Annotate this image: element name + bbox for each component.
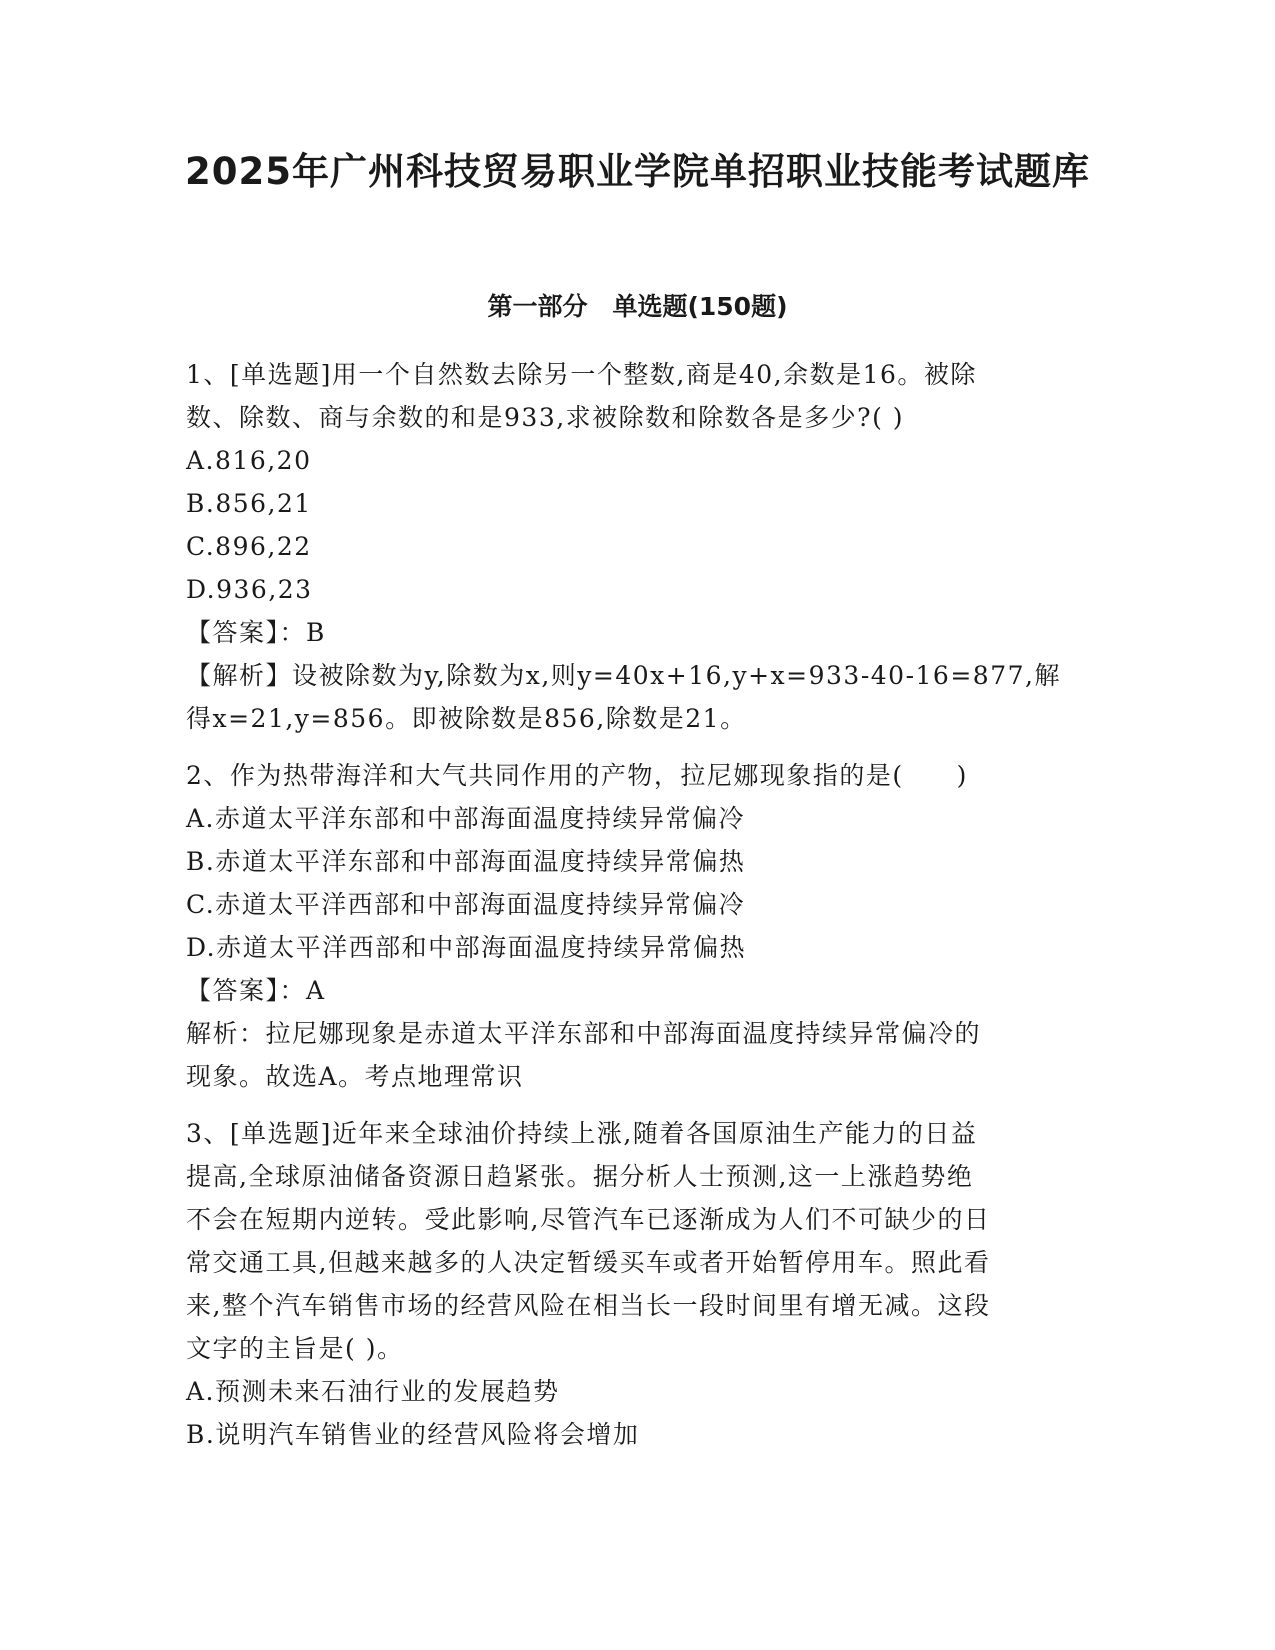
- option-a: A.预测未来石油行业的发展趋势: [186, 1377, 560, 1406]
- question-2: [186, 754, 1076, 1098]
- option-c: C.896,22: [186, 532, 312, 561]
- question-stem-line: 不会在短期内逆转。受此影响,尽管汽车已逐渐成为人们不可缺少的日: [186, 1205, 991, 1234]
- option-a: A.816,20: [186, 446, 312, 475]
- question-stem-line: 3、[单选题]近年来全球油价持续上涨,随着各国原油生产能力的日益: [186, 1119, 978, 1148]
- analysis-line: 现象。故选A。考点地理常识: [186, 1062, 524, 1091]
- document-title: 2025年广州科技贸易职业学院单招职业技能考试题库: [185, 150, 1090, 193]
- question-stem-line: 提高,全球原油储备资源日趋紧张。据分析人士预测,这一上涨趋势绝: [186, 1162, 974, 1191]
- question-list: [186, 353, 1076, 1456]
- question-stem-line: 来,整个汽车销售市场的经营风险在相当长一段时间里有增无减。这段: [186, 1291, 991, 1320]
- question-3: [186, 1112, 1076, 1456]
- analysis-line: 【解析】设被除数为y,除数为x,则y=40x+16,y+x=933-40-16=877,解: [186, 661, 1061, 690]
- option-c: C.赤道太平洋西部和中部海面温度持续异常偏冷: [186, 890, 746, 919]
- answer-line: 【答案】：B: [186, 618, 326, 647]
- option-b: B.说明汽车销售业的经营风险将会增加: [186, 1420, 640, 1449]
- option-d: D.赤道太平洋西部和中部海面温度持续异常偏热: [186, 933, 747, 962]
- section-title: 第一部分 单选题(150题): [487, 292, 788, 321]
- option-d: D.936,23: [186, 575, 313, 604]
- option-b: B.856,21: [186, 489, 312, 518]
- option-a: A.赤道太平洋东部和中部海面温度持续异常偏冷: [186, 804, 746, 833]
- question-1: [186, 353, 1076, 740]
- question-stem-line: 数、除数、商与余数的和是933,求被除数和除数各是多少?( ): [186, 403, 905, 432]
- question-stem-line: 2、作为热带海洋和大气共同作用的产物，拉尼娜现象指的是( ): [186, 761, 968, 790]
- question-stem-line: 常交通工具,但越来越多的人决定暂缓买车或者开始暂停用车。照此看: [186, 1248, 991, 1277]
- question-stem-line: 1、[单选题]用一个自然数去除另一个整数,商是40,余数是16。被除: [186, 360, 977, 389]
- option-b: B.赤道太平洋东部和中部海面温度持续异常偏热: [186, 847, 746, 876]
- analysis-line: 得x=21,y=856。即被除数是856,除数是21。: [186, 704, 747, 733]
- analysis-line: 解析：拉尼娜现象是赤道太平洋东部和中部海面温度持续异常偏冷的: [186, 1019, 982, 1048]
- question-stem-line: 文字的主旨是( )。: [186, 1334, 404, 1363]
- answer-line: 【答案】：A: [186, 976, 326, 1005]
